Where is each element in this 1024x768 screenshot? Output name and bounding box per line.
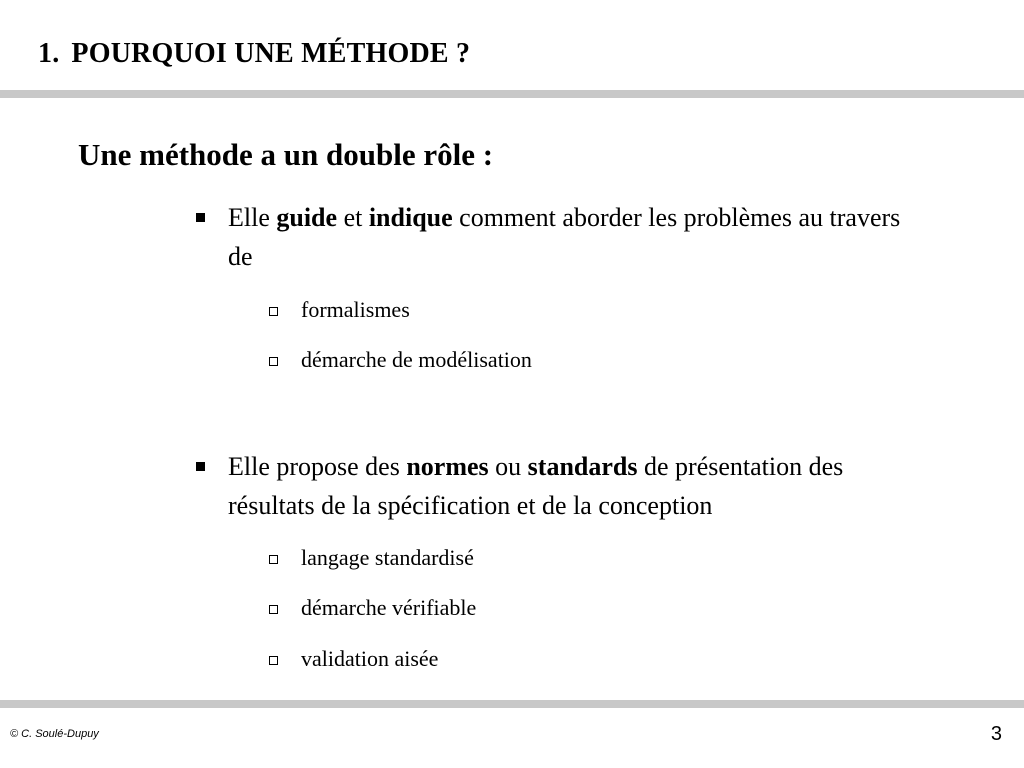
bullet-text: Elle [228,203,277,232]
bullet-item-1 [228,198,928,276]
bullet-bold-indique: indique [368,203,453,232]
hollow-square-bullet-icon [269,555,278,564]
top-divider [0,90,1024,98]
bullet-bold-normes: normes [406,452,489,481]
sub-item [301,544,474,572]
slide-title [38,38,470,70]
footer-copyright: © C. Soulé-Dupuy [10,728,99,740]
bullet-bold-standards: standards [527,452,638,481]
hollow-square-bullet-icon [269,307,278,316]
hollow-square-bullet-icon [269,605,278,614]
bullet-bold-guide: guide [276,203,338,232]
slide-subtitle: Une méthode a un double rôle : [78,137,494,172]
title-text: POURQUOI UNE MÉTHODE ? [71,38,471,69]
sub-item [301,346,532,374]
sub-item-label: langage standardisé [301,545,474,570]
bullet-item-2 [228,447,928,525]
bullet-text: de présentation des résultats de la spécification et de la conception [228,452,844,520]
square-bullet-icon [196,213,205,222]
bullet-text: Elle propose des [228,452,407,481]
bullet-text: comment aborder les problèmes au travers de [228,203,901,271]
bottom-divider [0,700,1024,708]
sub-item [301,296,410,324]
sub-item-label: validation aisée [301,646,439,671]
sub-item-label: démarche vérifiable [301,595,477,620]
bullet-text: ou [488,452,528,481]
square-bullet-icon [196,462,205,471]
page-number: 3 [990,723,1002,745]
sub-item-label: démarche de modélisation [301,347,532,372]
sub-item [301,645,438,673]
sub-item-label: formalismes [301,297,410,322]
bullet-text: et [337,203,369,232]
sub-item [301,594,476,622]
title-number: 1. [38,38,60,69]
hollow-square-bullet-icon [269,656,278,665]
hollow-square-bullet-icon [269,357,278,366]
